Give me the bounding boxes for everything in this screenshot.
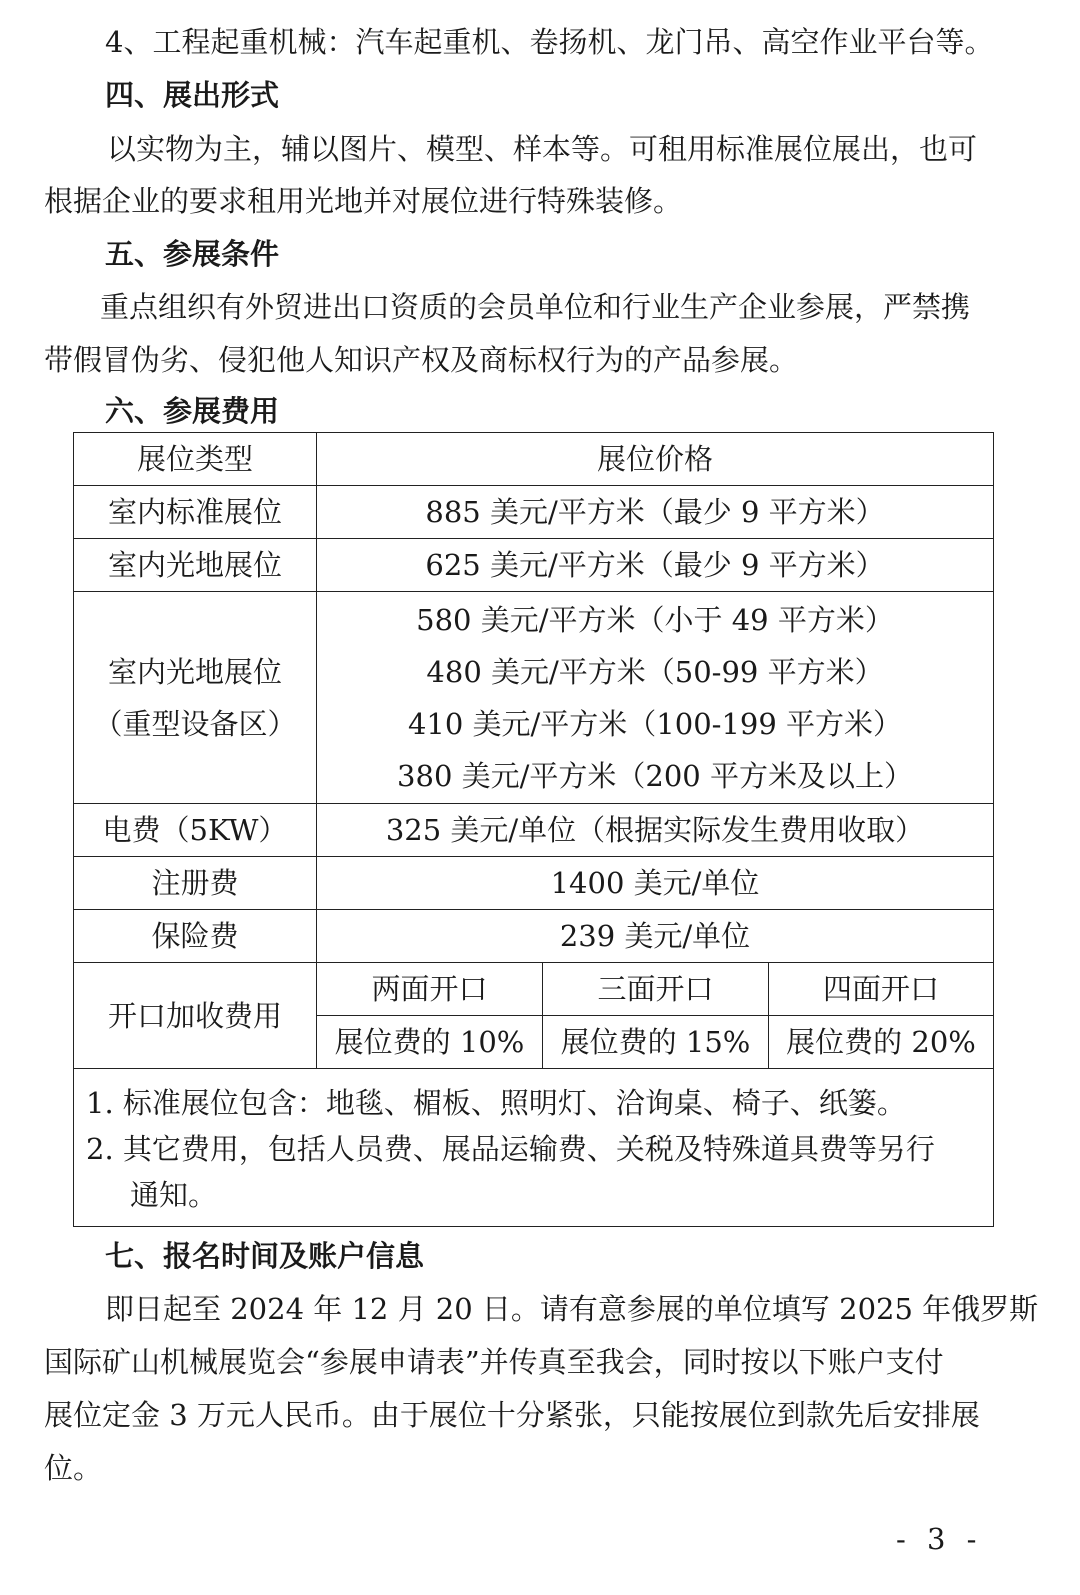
paragraph-exhibition-form-line2: 根据企业的要求租用光地并对展位进行特殊装修。 [44, 184, 683, 218]
booth-type-cell: 室内光地展位 [74, 539, 317, 592]
section-heading-participation-fees: 六、参展费用 [105, 394, 280, 428]
booth-type-line: （重型设备区） [93, 706, 297, 741]
section-heading-registration: 七、报名时间及账户信息 [105, 1239, 425, 1273]
table-row [74, 857, 994, 910]
list-item-lifting-machinery: 4、工程起重机械：汽车起重机、卷扬机、龙门吊、高空作业平台等。 [105, 25, 994, 59]
booth-price-cell: 625 美元/平方米（最少 9 平方米） [317, 539, 994, 592]
paragraph-registration-line4: 位。 [44, 1451, 103, 1485]
price-tier-line: 480 美元/平方米（50-99 平方米） [426, 654, 884, 689]
open-sides-cell: 两面开口 [317, 963, 543, 1016]
open-sides-cell: 四面开口 [769, 963, 994, 1016]
booth-type-line: 室内光地展位 [107, 654, 282, 689]
booth-type-cell: 注册费 [74, 857, 317, 910]
note-other-fees: 2. 其它费用，包括人员费、展品运输费、关税及特殊道具费等另行 [86, 1131, 935, 1166]
open-fee-cell: 展位费的 20% [769, 1016, 994, 1069]
open-fee-cell: 展位费的 10% [317, 1016, 543, 1069]
booth-type-cell: 保险费 [74, 910, 317, 963]
table-row-heavy-equipment [74, 592, 994, 804]
paragraph-registration-line2: 国际矿山机械展览会“参展申请表”并传真至我会，同时按以下账户支付 [44, 1345, 944, 1379]
price-tier-line: 580 美元/平方米（小于 49 平方米） [416, 602, 894, 637]
table-header-booth-price: 展位价格 [317, 433, 994, 486]
open-fee-cell: 展位费的 15% [543, 1016, 769, 1069]
price-tier-line: 380 美元/平方米（200 平方米及以上） [397, 758, 913, 793]
notes-cell [74, 1069, 994, 1227]
booth-type-cell: 开口加收费用 [74, 963, 317, 1069]
table-header-booth-type: 展位类型 [74, 433, 317, 486]
note-other-fees-continued: 通知。 [130, 1177, 218, 1212]
table-row-open-sides [74, 963, 994, 1016]
paragraph-registration-line3: 展位定金 3 万元人民币。由于展位十分紧张，只能按展位到款先后安排展 [44, 1398, 980, 1432]
paragraph-conditions-line1: 重点组织有外贸进出口资质的会员单位和行业生产企业参展，严禁携 [100, 290, 971, 324]
price-tier-line: 410 美元/平方米（100-199 平方米） [407, 706, 903, 741]
booth-type-cell: 电费（5KW） [74, 804, 317, 857]
open-sides-cell: 三面开口 [543, 963, 769, 1016]
page-number: - 3 - [896, 1522, 983, 1556]
table-row [74, 539, 994, 592]
table-row-header [74, 433, 994, 486]
booth-price-cell: 239 美元/单位 [317, 910, 994, 963]
booth-price-cell: 325 美元/单位（根据实际发生费用收取） [317, 804, 994, 857]
table-row-notes [74, 1069, 994, 1227]
booth-type-cell [74, 592, 317, 804]
booth-type-cell: 室内标准展位 [74, 486, 317, 539]
booth-price-cell [317, 592, 994, 804]
note-standard-booth: 1. 标准展位包含：地毯、楣板、照明灯、洽询桌、椅子、纸篓。 [86, 1085, 906, 1120]
booth-price-cell: 885 美元/平方米（最少 9 平方米） [317, 486, 994, 539]
table-row [74, 910, 994, 963]
paragraph-conditions-line2: 带假冒伪劣、侵犯他人知识产权及商标权行为的产品参展。 [44, 343, 799, 377]
paragraph-registration-line1: 即日起至 2024 年 12 月 20 日。请有意参展的单位填写 2025 年俄罗斯 [105, 1292, 1039, 1326]
table-row [74, 804, 994, 857]
table-row [74, 486, 994, 539]
section-heading-exhibition-form: 四、展出形式 [105, 78, 280, 112]
section-heading-participation-conditions: 五、参展条件 [105, 237, 280, 271]
booth-price-cell: 1400 美元/单位 [317, 857, 994, 910]
fee-table [73, 432, 994, 1227]
paragraph-exhibition-form-line1: 以实物为主，辅以图片、模型、样本等。可租用标准展位展出，也可 [107, 132, 978, 166]
